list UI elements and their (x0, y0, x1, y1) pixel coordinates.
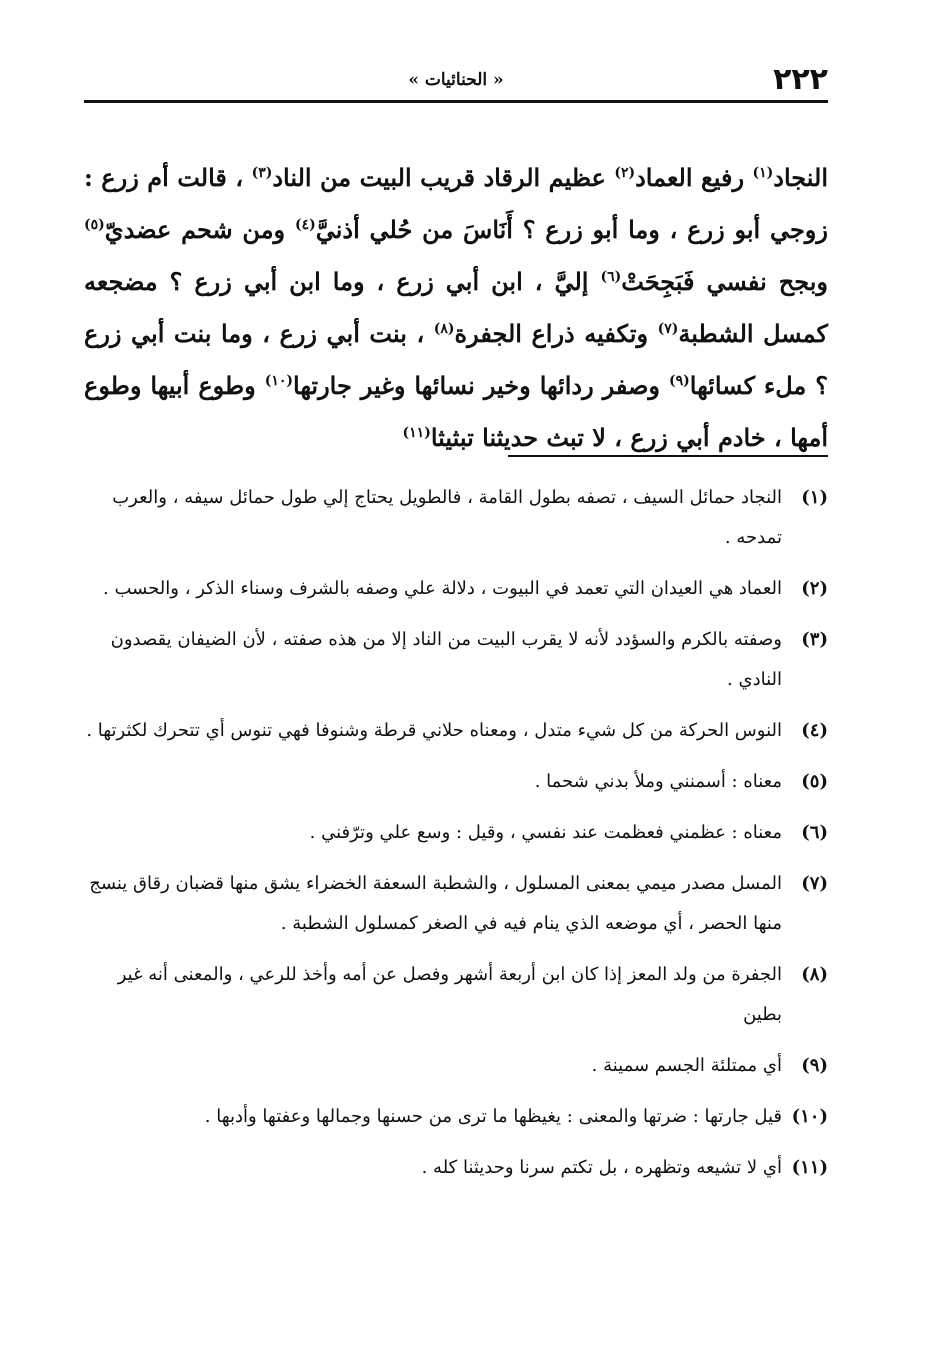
footnote-text: وصفته بالكرم والسؤدد لأنه لا يقرب البيت من الناد إلا من هذه صفته ، لأن الضيفان يقصدون النادي . (110, 629, 782, 690)
footnote-ref: (١١) (402, 425, 431, 441)
footnote-number: (٥) (801, 771, 828, 792)
footnote-number: (١) (801, 487, 828, 508)
footnote-ref: (٩) (669, 373, 690, 389)
footnote-text: الجفرة من ولد المعز إذا كان ابن أربعة أشهر وفصل عن أمه وأخذ للرعي ، والمعنى أنه غير بطين (117, 964, 782, 1025)
footnote-ref: (٤) (294, 217, 316, 233)
footnote-number: (١٠) (791, 1106, 828, 1127)
footnote-ref: (٢) (614, 165, 636, 181)
footnote-ref: (١٠) (264, 373, 294, 389)
footnotes-list (84, 478, 828, 1199)
footnote-text: النجاد حمائل السيف ، تصفه بطول القامة ، فالطويل يحتاج إلي طول حمائل سيفه ، والعرب تمدحه . (112, 487, 782, 548)
footnote-number: (٨) (801, 964, 828, 985)
text-segment: إليَّ ، ابن أبي زرع ، وما ابن أبي زرع ؟ مضجعه كمسل الشطبة (84, 267, 828, 348)
footnote-item (84, 1097, 828, 1137)
footnote-text: معناه : أسمنني وملأ بدني شحما . (534, 771, 782, 792)
text-segment: النجاد (773, 163, 829, 192)
text-segment: وطوع أبيها وطوع أمها ، خادم أبي زرع ، لا تبث حديثنا تبثيثا (84, 371, 828, 452)
footnote-ref: (٣) (251, 165, 273, 181)
footnote-number: (٢) (801, 578, 828, 599)
text-segment: وصفر ردائها وخير نسائها وغير جارتها (293, 371, 670, 400)
footnote-number: (٩) (801, 1055, 828, 1076)
footnote-text: المسل مصدر ميمي بمعنى المسلول ، والشطبة السعفة الخضراء يشق منها قضبان رقاق ينسج منها الحصر ، أي موضعه الذي ينام فيه في الصغر كمسلول الشطبة . (89, 873, 782, 934)
footnote-item (84, 762, 828, 802)
footnote-item (84, 813, 828, 853)
footnote-number: (٣) (801, 629, 828, 650)
page-header (84, 62, 828, 102)
footnote-number: (١١) (791, 1157, 828, 1178)
footnote-item (84, 955, 828, 1035)
footnote-item (84, 478, 828, 558)
footnote-item (84, 569, 828, 609)
footnote-ref: (٥) (84, 217, 105, 233)
text-segment: ، قالت أم زرع : زوجي أبو زرع ، وما أبو زرع ؟ أَنَاسَ من حُلي أذنيَّ (84, 163, 828, 244)
main-text (84, 152, 828, 464)
footnote-text: النوس الحركة من كل شيء متدل ، ومعناه حلاني قرطة وشنوفا فهي تنوس أي تتحرك لكثرتها . (86, 720, 782, 741)
footnote-item (84, 864, 828, 944)
text-segment: عظيم الرقاد قريب البيت من الناد (272, 163, 615, 192)
text-segment: ، بنت أبي زرع ، وما بنت أبي زرع ؟ ملء كسائها (84, 319, 829, 400)
page-number: ٢٢٢ (773, 62, 828, 97)
footnote-item (84, 1046, 828, 1086)
text-segment: وتكفيه ذراع الجفرة (454, 319, 658, 348)
text-segment: وبجح نفسي فَبَجِحَتْ (621, 267, 828, 296)
footnote-item (84, 620, 828, 700)
footnote-ref: (٧) (657, 321, 679, 337)
footnote-text: قيل جارتها : ضرتها والمعنى : يغيظها ما ترى من حسنها وجمالها وعفتها وأدبها . (204, 1106, 782, 1127)
footnote-ref: (١) (752, 165, 774, 181)
footnote-text: العماد هي العيدان التي تعمد في البيوت ، دلالة علي وصفه بالشرف وسناء الذكر ، والحسب . (103, 578, 782, 599)
footnote-divider (508, 455, 828, 457)
footnote-number: (٧) (801, 873, 828, 894)
header-rule (84, 100, 828, 103)
footnote-item (84, 1148, 828, 1188)
footnote-number: (٤) (801, 720, 828, 741)
footnote-ref: (٨) (433, 321, 455, 337)
footnote-item (84, 711, 828, 751)
footnote-text: أي لا تشيعه وتظهره ، بل تكتم سرنا وحديثنا كله . (421, 1157, 782, 1178)
footnote-text: أي ممتلئة الجسم سمينة . (591, 1055, 782, 1076)
footnote-number: (٦) (801, 822, 828, 843)
footnote-text: معناه : عظمني فعظمت عند نفسي ، وقيل : وسع علي وترّفني . (309, 822, 782, 843)
running-title: « الحنائيات » (408, 70, 504, 90)
text-segment: ومن شحم عضديّ (104, 215, 295, 244)
footnote-ref: (٦) (600, 269, 622, 285)
text-segment: رفيع العماد (635, 163, 753, 192)
